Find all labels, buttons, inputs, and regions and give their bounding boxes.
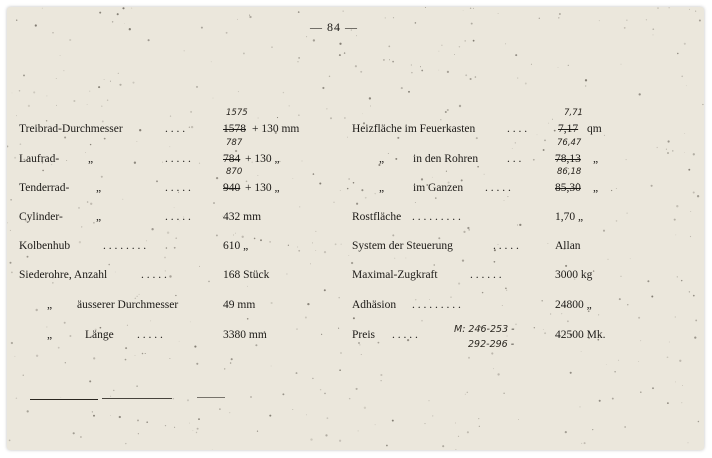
- left-label-2: Tenderrad-: [19, 182, 70, 194]
- right-dots-4: . . . . .: [493, 240, 519, 252]
- document-page: [7, 7, 704, 450]
- right-dots-3: . . . . . . . . .: [412, 211, 461, 223]
- right-struck-value-2: 85,30: [555, 182, 581, 194]
- left-correction-0: 1575: [226, 108, 248, 118]
- right-value-3: 1,70 „: [555, 211, 584, 223]
- right-label-2: im Ganzen: [413, 182, 464, 194]
- right-value-1: „: [593, 153, 599, 165]
- left-value-0: + 130 mm: [252, 123, 300, 135]
- left-ditto-2: „: [96, 182, 102, 194]
- right-label-0: Heizfläche im Feuerkasten: [352, 123, 476, 135]
- left-value-4: 610 „: [223, 240, 249, 252]
- price-note-line-1: M: 246-253 -: [454, 324, 515, 335]
- right-label-6: Adhäsion: [352, 299, 397, 311]
- left-correction-1: 787: [226, 138, 243, 148]
- left-ditto-6: „: [47, 299, 53, 311]
- left-label-6: äusserer Durchmesser: [77, 299, 179, 311]
- right-label-3: Rostfläche: [352, 211, 402, 223]
- right-correction-1: 76,47: [557, 138, 582, 148]
- left-label-1: Laufrad-: [19, 153, 60, 165]
- left-dots-2: . . . . .: [165, 182, 191, 194]
- left-value-3: 432 mm: [223, 211, 262, 223]
- right-struck-value-0: 7,17: [558, 123, 579, 135]
- pencil-line-2: [102, 398, 172, 399]
- right-value-0: qm: [587, 123, 602, 135]
- left-label-4: Kolbenhub: [19, 240, 71, 252]
- right-dots-2: . . . . .: [485, 182, 511, 194]
- right-dots-7: . . . . .: [392, 329, 418, 341]
- left-value-5: 168 Stück: [223, 269, 270, 281]
- right-value-4: Allan: [555, 240, 581, 252]
- left-struck-value-0: 1578: [223, 123, 246, 135]
- right-ditto-2: „: [379, 182, 385, 194]
- page-number: — 84 —: [310, 20, 358, 34]
- left-value-6: 49 mm: [223, 299, 256, 311]
- right-value-6: 24800 „: [555, 299, 592, 311]
- pencil-line-1: [30, 399, 98, 400]
- right-dots-5: . . . . . .: [470, 269, 502, 281]
- left-dots-7: . . . . .: [137, 329, 163, 341]
- left-dots-0: . . . .: [165, 123, 186, 135]
- left-dots-1: . . . . .: [165, 153, 191, 165]
- price-note-line-2: 292-296 -: [468, 339, 515, 350]
- left-value-7: 3380 mm: [223, 329, 267, 341]
- left-value-1: + 130 „: [245, 153, 280, 165]
- right-struck-value-1: 78,13: [555, 153, 581, 165]
- right-label-4: System der Steuerung: [352, 240, 453, 252]
- left-label-7: Länge: [85, 329, 114, 341]
- left-struck-value-1: 784: [223, 153, 241, 165]
- right-label-5: Maximal-Zugkraft: [352, 269, 438, 281]
- pencil-line-3: [197, 397, 225, 398]
- right-label-1: in den Rohren: [413, 153, 479, 165]
- right-ditto-1: „: [379, 153, 385, 165]
- right-correction-0: 7,71: [564, 108, 583, 118]
- left-ditto-3: „: [96, 211, 102, 223]
- right-value-5: 3000 kg: [555, 269, 593, 281]
- left-ditto-1: „: [88, 153, 94, 165]
- right-correction-2: 86,18: [557, 167, 582, 177]
- right-value-7: 42500 Mk.: [555, 329, 606, 341]
- right-dots-0: . . . .: [507, 123, 528, 135]
- right-value-2: „: [593, 182, 599, 194]
- right-dots-6: . . . . . . . . .: [412, 299, 461, 311]
- left-ditto-7: „: [47, 329, 53, 341]
- paper-texture: [7, 7, 704, 450]
- left-label-0: Treibrad-Durchmesser: [19, 123, 123, 135]
- left-value-2: + 130 „: [245, 182, 280, 194]
- left-dots-4: . . . . . . . .: [103, 240, 147, 252]
- left-label-5: Siederohre, Anzahl: [19, 269, 108, 281]
- left-dots-5: . . . . .: [141, 269, 167, 281]
- right-label-7: Preis: [352, 329, 375, 341]
- left-dots-3: . . . . .: [165, 211, 191, 223]
- left-label-3: Cylinder-: [19, 211, 63, 223]
- right-dots-1: . . .: [507, 153, 522, 165]
- left-struck-value-2: 940: [223, 182, 241, 194]
- left-correction-2: 870: [226, 167, 243, 177]
